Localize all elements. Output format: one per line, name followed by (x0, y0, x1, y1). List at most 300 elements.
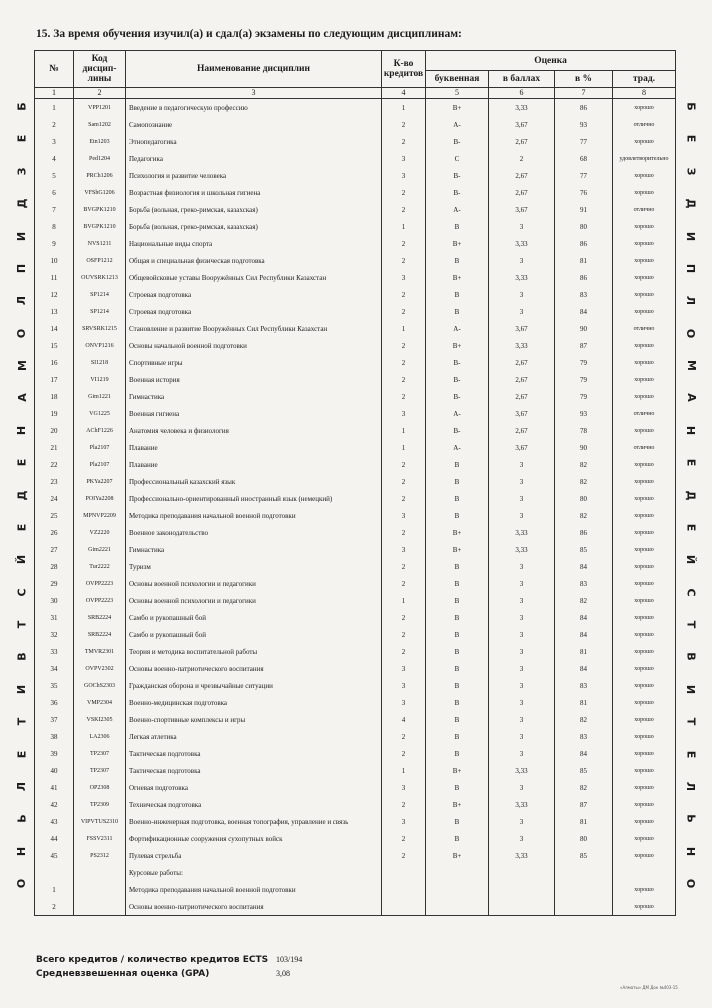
watermark-letter: Е (684, 458, 698, 467)
discipline-name: Самопознание (126, 116, 382, 133)
grade-points: 3,33 (489, 524, 555, 541)
discipline-code: PS2312 (74, 847, 126, 864)
letter-grade (426, 864, 489, 881)
table-row (35, 711, 676, 728)
grade-points: 3 (489, 558, 555, 575)
row-number: 30 (35, 592, 74, 609)
row-number: 13 (35, 303, 74, 320)
traditional-grade: хорошо (613, 303, 676, 320)
letter-grade: B (426, 694, 489, 711)
row-number: 29 (35, 575, 74, 592)
grade-percent: 82 (555, 456, 613, 473)
letter-grade: B+ (426, 337, 489, 354)
watermark-letter: В (15, 652, 29, 662)
discipline-code: BVGPK1210 (74, 201, 126, 218)
traditional-grade: хорошо (613, 371, 676, 388)
discipline-name: Основы военной психологии и педагогики (126, 575, 382, 592)
grade-points: 3 (489, 218, 555, 235)
letter-grade: B (426, 473, 489, 490)
discipline-code: SRB2224 (74, 609, 126, 626)
col-number: 2 (74, 88, 126, 99)
table-row (35, 201, 676, 218)
grade-points: 3 (489, 456, 555, 473)
letter-grade: A- (426, 439, 489, 456)
watermark-letter: И (684, 231, 698, 241)
grade-percent: 84 (555, 745, 613, 762)
letter-grade: A- (426, 201, 489, 218)
credits: 1 (382, 762, 426, 779)
row-number: 32 (35, 626, 74, 643)
discipline-code: FSSV2311 (74, 830, 126, 847)
grade-points: 3 (489, 592, 555, 609)
letter-grade: B (426, 677, 489, 694)
grade-points: 3 (489, 677, 555, 694)
credits: 2 (382, 201, 426, 218)
discipline-code: VMP2304 (74, 694, 126, 711)
letter-grade: A- (426, 405, 489, 422)
discipline-name: Общевойсковые уставы Вооружённых Сил Республики Казахстан (126, 269, 382, 286)
watermark-letter: П (684, 263, 698, 273)
grade-points: 3 (489, 694, 555, 711)
discipline-name: Профессионально-ориентированный иностранный язык (немецкий) (126, 490, 382, 507)
print-stamp: «Алматы» ДМ Док №403-15 (620, 985, 678, 990)
table-row (35, 235, 676, 252)
discipline-code (74, 898, 126, 916)
watermark-letter: А (15, 393, 29, 403)
grade-points: 3 (489, 252, 555, 269)
grade-percent: 68 (555, 150, 613, 167)
credits: 3 (382, 150, 426, 167)
header-credits: К-во кредитов (382, 51, 426, 88)
table-row (35, 490, 676, 507)
table-row (35, 779, 676, 796)
grade-points (489, 881, 555, 898)
row-number: 18 (35, 388, 74, 405)
row-number: 39 (35, 745, 74, 762)
grade-percent: 84 (555, 626, 613, 643)
grade-percent: 78 (555, 422, 613, 439)
table-row (35, 439, 676, 456)
grade-percent: 82 (555, 779, 613, 796)
discipline-name: Техническая подготовка (126, 796, 382, 813)
letter-grade: B+ (426, 541, 489, 558)
grade-percent: 80 (555, 830, 613, 847)
header-code: Код дисцип-лины (74, 51, 126, 88)
grade-percent: 84 (555, 558, 613, 575)
letter-grade: B (426, 779, 489, 796)
grade-points: 3 (489, 779, 555, 796)
traditional-grade: хорошо (613, 575, 676, 592)
row-number: 42 (35, 796, 74, 813)
row-number: 28 (35, 558, 74, 575)
letter-grade: B- (426, 167, 489, 184)
discipline-code: VSKI2305 (74, 711, 126, 728)
row-number: 33 (35, 643, 74, 660)
discipline-code: VIPVTUS2310 (74, 813, 126, 830)
letter-grade: B+ (426, 847, 489, 864)
watermark-letter: Е (684, 135, 698, 143)
discipline-code: SI1218 (74, 354, 126, 371)
discipline-name: Легкая атлетика (126, 728, 382, 745)
credits: 2 (382, 643, 426, 660)
discipline-name: Основы военно-патриотического воспитания (126, 660, 382, 677)
discipline-name: Военная гигиена (126, 405, 382, 422)
grade-percent: 85 (555, 541, 613, 558)
grade-points: 3 (489, 609, 555, 626)
discipline-name: Военно-инженерная подготовка, военная топография, управление и связь (126, 813, 382, 830)
watermark-letter: М (684, 360, 698, 371)
watermark-letter: О (684, 328, 698, 338)
table-row (35, 303, 676, 320)
discipline-name: Введение в педагогическую профессию (126, 99, 382, 117)
discipline-name: Фортификационные сооружения сухопутных войск (126, 830, 382, 847)
letter-grade: B (426, 218, 489, 235)
credits: 2 (382, 745, 426, 762)
grade-percent: 77 (555, 133, 613, 150)
row-number: 40 (35, 762, 74, 779)
row-number: 25 (35, 507, 74, 524)
credits: 1 (382, 320, 426, 337)
grade-percent: 83 (555, 728, 613, 745)
watermark-letter: Т (15, 717, 29, 726)
grade-points: 3,33 (489, 235, 555, 252)
letter-grade: B (426, 592, 489, 609)
discipline-name: Основы военной психологии и педагогики (126, 592, 382, 609)
table-row (35, 524, 676, 541)
traditional-grade: хорошо (613, 473, 676, 490)
letter-grade: A- (426, 320, 489, 337)
discipline-name: Теория и методика воспитательной работы (126, 643, 382, 660)
discipline-name: Национальные виды спорта (126, 235, 382, 252)
row-number: 43 (35, 813, 74, 830)
traditional-grade: хорошо (613, 813, 676, 830)
discipline-name: Самбо и рукопашный бой (126, 609, 382, 626)
table-row (35, 150, 676, 167)
table-row (35, 796, 676, 813)
watermark-letter: Л (684, 296, 698, 306)
watermark-letter: О (684, 878, 698, 889)
traditional-grade: хорошо (613, 167, 676, 184)
grade-points: 3,33 (489, 99, 555, 117)
grade-percent (555, 881, 613, 898)
grade-percent (555, 864, 613, 881)
table-row (35, 252, 676, 269)
letter-grade: B (426, 830, 489, 847)
discipline-code: TMVR2301 (74, 643, 126, 660)
watermark-letter: Е (15, 523, 29, 532)
discipline-name: Профессиональный казахский язык (126, 473, 382, 490)
discipline-code: SRVSRK1215 (74, 320, 126, 337)
watermark-letter: Е (684, 523, 698, 532)
credits: 2 (382, 626, 426, 643)
discipline-code: VZ2220 (74, 524, 126, 541)
traditional-grade: хорошо (613, 558, 676, 575)
discipline-code: ONVP1216 (74, 337, 126, 354)
discipline-code: VFShG1206 (74, 184, 126, 201)
table-row (35, 337, 676, 354)
header-num: № (35, 51, 74, 88)
watermark-letter: И (15, 684, 29, 694)
table-row (35, 473, 676, 490)
credits: 3 (382, 269, 426, 286)
col-number: 4 (382, 88, 426, 99)
grade-percent: 81 (555, 694, 613, 711)
grade-points: 3,67 (489, 320, 555, 337)
grade-points (489, 864, 555, 881)
grade-percent: 82 (555, 711, 613, 728)
header-grade: Оценка (426, 51, 676, 71)
credits (382, 898, 426, 916)
table-row (35, 507, 676, 524)
letter-grade: B- (426, 133, 489, 150)
discipline-name: Строевая подготовка (126, 303, 382, 320)
table-row (35, 388, 676, 405)
discipline-code: Pla2107 (74, 456, 126, 473)
grade-points: 3 (489, 660, 555, 677)
grade-points: 3,33 (489, 762, 555, 779)
grade-percent: 79 (555, 354, 613, 371)
row-number: 4 (35, 150, 74, 167)
discipline-code: OP2308 (74, 779, 126, 796)
row-number: 15 (35, 337, 74, 354)
grade-points: 2,67 (489, 184, 555, 201)
grade-percent: 81 (555, 813, 613, 830)
grade-percent: 80 (555, 218, 613, 235)
header-trad: трад. (613, 71, 676, 88)
credits: 2 (382, 354, 426, 371)
grade-points: 3,33 (489, 796, 555, 813)
discipline-name: Борьба (вольная, греко-римская, казахская) (126, 218, 382, 235)
grade-points: 3,33 (489, 337, 555, 354)
row-number: 24 (35, 490, 74, 507)
credits: 4 (382, 711, 426, 728)
col-number: 6 (489, 88, 555, 99)
discipline-code (74, 881, 126, 898)
traditional-grade: хорошо (613, 592, 676, 609)
row-number: 1 (35, 99, 74, 117)
grade-percent: 90 (555, 320, 613, 337)
table-row (35, 456, 676, 473)
credits: 1 (382, 99, 426, 117)
discipline-name: Методика преподавания начальной военной подготовки (126, 507, 382, 524)
col-number: 7 (555, 88, 613, 99)
grade-percent: 83 (555, 677, 613, 694)
row-number: 38 (35, 728, 74, 745)
credits: 2 (382, 609, 426, 626)
discipline-name: Общая и специальная физическая подготовка (126, 252, 382, 269)
credits: 2 (382, 235, 426, 252)
letter-grade: B (426, 745, 489, 762)
row-number: 10 (35, 252, 74, 269)
grade-percent: 87 (555, 796, 613, 813)
gpa-row (36, 967, 316, 981)
discipline-code: VI1219 (74, 371, 126, 388)
credits: 2 (382, 847, 426, 864)
letter-grade: B (426, 507, 489, 524)
discipline-name: Этнопедагогика (126, 133, 382, 150)
discipline-code: SP1214 (74, 303, 126, 320)
table-row (35, 133, 676, 150)
grades-table (34, 50, 676, 916)
grade-points: 2,67 (489, 371, 555, 388)
header-points: в баллах (489, 71, 555, 88)
grade-points: 3,67 (489, 116, 555, 133)
left-watermark-text (14, 100, 30, 890)
grade-points: 3 (489, 490, 555, 507)
discipline-code (74, 864, 126, 881)
grade-points: 3,67 (489, 439, 555, 456)
grade-percent: 81 (555, 252, 613, 269)
discipline-code: VG1225 (74, 405, 126, 422)
credits: 2 (382, 388, 426, 405)
grade-points: 3 (489, 626, 555, 643)
row-number: 35 (35, 677, 74, 694)
table-row (35, 320, 676, 337)
credits: 3 (382, 405, 426, 422)
grade-percent: 84 (555, 303, 613, 320)
discipline-name: Борьба (вольная, греко-римская, казахская) (126, 201, 382, 218)
letter-grade (426, 898, 489, 916)
table-row (35, 269, 676, 286)
grade-percent: 77 (555, 167, 613, 184)
traditional-grade: хорошо (613, 133, 676, 150)
discipline-code: OVPP2223 (74, 592, 126, 609)
row-number (35, 864, 74, 881)
watermark-letter: Е (15, 135, 29, 143)
grade-points: 3 (489, 507, 555, 524)
watermark-letter: Т (684, 717, 698, 726)
grade-points: 3,67 (489, 201, 555, 218)
discipline-name: Тактическая подготовка (126, 762, 382, 779)
grade-percent: 90 (555, 439, 613, 456)
credits: 3 (382, 813, 426, 830)
row-number: 34 (35, 660, 74, 677)
table-row (35, 677, 676, 694)
table-row (35, 218, 676, 235)
credits-total-row (36, 953, 316, 967)
table-row (35, 762, 676, 779)
traditional-grade: хорошо (613, 745, 676, 762)
credits: 2 (382, 286, 426, 303)
credits: 2 (382, 558, 426, 575)
gpa-value: 3,08 (276, 969, 290, 978)
credits: 3 (382, 167, 426, 184)
watermark-letter: Т (684, 620, 698, 629)
table-row (35, 354, 676, 371)
traditional-grade: хорошо (613, 847, 676, 864)
header-letter: буквенная (426, 71, 489, 88)
traditional-grade: хорошо (613, 354, 676, 371)
watermark-letter: Л (684, 781, 698, 791)
letter-grade: B+ (426, 269, 489, 286)
discipline-name: Педагогика (126, 150, 382, 167)
discipline-code: POIYa2208 (74, 490, 126, 507)
letter-grade: B (426, 490, 489, 507)
discipline-code: LA2306 (74, 728, 126, 745)
watermark-letter: Н (684, 425, 698, 435)
traditional-grade: хорошо (613, 898, 676, 916)
credits: 1 (382, 439, 426, 456)
traditional-grade: хорошо (613, 422, 676, 439)
row-number: 17 (35, 371, 74, 388)
discipline-name: Гимнастика (126, 541, 382, 558)
discipline-name: Пулевая стрельба (126, 847, 382, 864)
credits: 2 (382, 473, 426, 490)
table-row (35, 575, 676, 592)
row-number: 44 (35, 830, 74, 847)
discipline-name: Военное законодательство (126, 524, 382, 541)
discipline-code: Gim2221 (74, 541, 126, 558)
letter-grade: B (426, 286, 489, 303)
table-row (35, 286, 676, 303)
traditional-grade: хорошо (613, 796, 676, 813)
row-number: 8 (35, 218, 74, 235)
row-number: 14 (35, 320, 74, 337)
watermark-letter: С (684, 588, 698, 597)
row-number: 19 (35, 405, 74, 422)
discipline-name: Основы начальной военной подготовки (126, 337, 382, 354)
credits: 2 (382, 456, 426, 473)
traditional-grade: хорошо (613, 728, 676, 745)
credits: 2 (382, 728, 426, 745)
discipline-name: Военно-спортивные комплексы и игры (126, 711, 382, 728)
col-number: 5 (426, 88, 489, 99)
credits: 2 (382, 524, 426, 541)
row-number: 45 (35, 847, 74, 864)
grade-percent: 93 (555, 405, 613, 422)
discipline-name: Возрастная физиология и школьная гигиена (126, 184, 382, 201)
traditional-grade: хорошо (613, 184, 676, 201)
traditional-grade: хорошо (613, 524, 676, 541)
grade-points: 2,67 (489, 133, 555, 150)
table-row (35, 167, 676, 184)
discipline-name: Тактическая подготовка (126, 745, 382, 762)
grade-percent: 81 (555, 643, 613, 660)
grade-percent: 91 (555, 201, 613, 218)
watermark-letter: Н (684, 846, 698, 856)
table-row (35, 422, 676, 439)
watermark-letter: Б (15, 102, 29, 111)
grade-points: 3 (489, 813, 555, 830)
table-row (35, 847, 676, 864)
discipline-code: Etn1203 (74, 133, 126, 150)
discipline-code: SP1214 (74, 286, 126, 303)
discipline-code: OSFP1212 (74, 252, 126, 269)
grade-points: 3 (489, 303, 555, 320)
table-row (35, 99, 676, 117)
letter-grade: B+ (426, 99, 489, 117)
watermark-letter: Е (684, 750, 698, 758)
watermark-letter: Б (684, 102, 698, 111)
grade-percent: 76 (555, 184, 613, 201)
grade-percent: 82 (555, 473, 613, 490)
credits: 2 (382, 252, 426, 269)
credits: 2 (382, 575, 426, 592)
discipline-code: PRCh1206 (74, 167, 126, 184)
watermark-letter: Й (15, 555, 29, 565)
row-number: 3 (35, 133, 74, 150)
table-row (35, 184, 676, 201)
watermark-letter: Е (15, 458, 29, 467)
col-number: 1 (35, 88, 74, 99)
credits: 2 (382, 116, 426, 133)
discipline-name: Гимнастика (126, 388, 382, 405)
letter-grade: B (426, 609, 489, 626)
grade-points: 2,67 (489, 422, 555, 439)
table-row (35, 660, 676, 677)
traditional-grade: хорошо (613, 286, 676, 303)
discipline-name: Гражданская оборона и чрезвычайные ситуации (126, 677, 382, 694)
